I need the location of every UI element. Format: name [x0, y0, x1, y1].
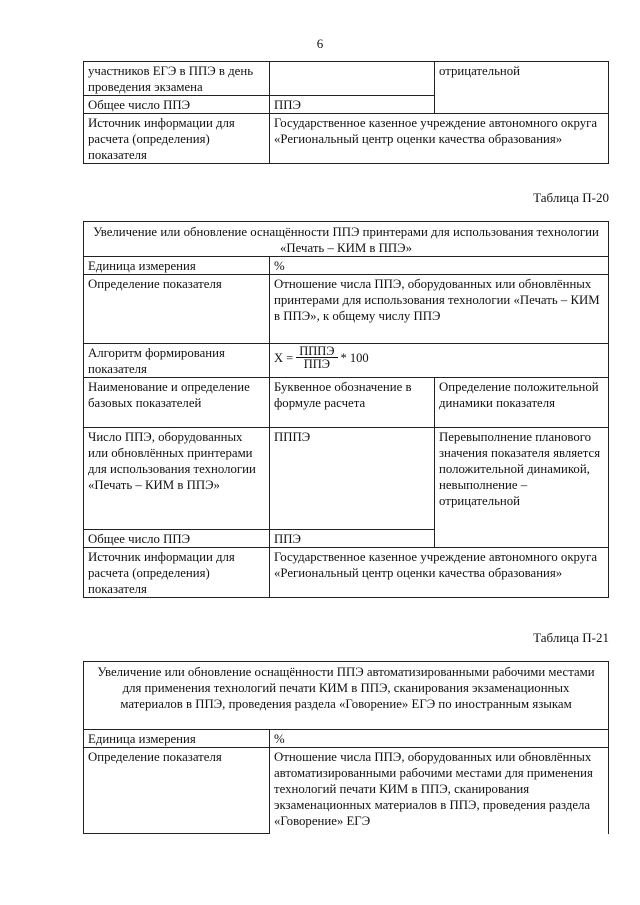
formula-cell — [270, 344, 609, 378]
formula-denominator: ППЭ — [303, 357, 331, 371]
row2-indicator: Общее число ППЭ — [84, 530, 270, 548]
table-caption-p20: Таблица П-20 — [533, 190, 609, 205]
formula-lhs: X = — [274, 350, 294, 365]
base-col2-header: Буквенное обозначение в формуле расчета — [270, 378, 435, 428]
cell-total-ppe-symbol: ППЭ — [270, 96, 435, 114]
table-continuation — [83, 61, 609, 164]
definition-value: Отношение числа ППЭ, оборудованных или обновлённых автоматизированными рабочими местами для применения технологий печати КИМ в ППЭ, сканирования экзаменационных материалов в ППЭ, проведения раздела «Говорение» ЕГЭ — [270, 748, 609, 834]
source-label: Источник информации для расчета (определения) показателя — [84, 548, 270, 598]
cell-source-value: Государственное казенное учреждение автономного округа «Региональный центр оценки качества образования» — [270, 114, 609, 164]
unit-label: Единица измерения — [84, 257, 270, 275]
table-p20 — [83, 221, 609, 598]
base-col3-header: Определение положительной динамики показателя — [435, 378, 609, 428]
row1-indicator: Число ППЭ, оборудованных или обновлённых принтерами для использования технологии «Печать – КИМ в ППЭ» — [84, 428, 270, 530]
base-label: Наименование и определение базовых показателей — [84, 378, 270, 428]
unit-value: % — [270, 257, 609, 275]
formula-rhs: * 100 — [340, 350, 369, 365]
cell-total-ppe-label: Общее число ППЭ — [84, 96, 270, 114]
definition-value: Отношение числа ППЭ, оборудованных или обновлённых принтерами для использования технологии «Печать – КИМ в ППЭ», к общему числу ППЭ — [270, 275, 609, 344]
formula-fraction — [296, 345, 337, 370]
unit-value: % — [270, 730, 609, 748]
unit-label: Единица измерения — [84, 730, 270, 748]
source-value: Государственное казенное учреждение автономного округа «Региональный центр оценки качества образования» — [270, 548, 609, 598]
algorithm-label: Алгоритм формирования показателя — [84, 344, 270, 378]
formula — [274, 345, 604, 370]
definition-label: Определение показателя — [84, 748, 270, 834]
page-number: 6 — [316, 36, 324, 51]
row1-symbol: ПППЭ — [270, 428, 435, 530]
table-p21-header: Увеличение или обновление оснащённости ППЭ автоматизированными рабочими местами для применения технологий печати КИМ в ППЭ, сканирования экзаменационных материалов в ППЭ, проведения раздела «Говорение» ЕГЭ по иностранным языкам — [84, 662, 609, 730]
definition-label: Определение показателя — [84, 275, 270, 344]
formula-numerator: ПППЭ — [296, 345, 337, 358]
cell-source-label: Источник информации для расчета (определения) показателя — [84, 114, 270, 164]
table-caption-p21: Таблица П-21 — [533, 630, 609, 645]
cell-negative: отрицательной — [435, 62, 609, 114]
cell-participants-label: участников ЕГЭ в ППЭ в день проведения экзамена — [84, 62, 270, 96]
cell-empty — [270, 62, 435, 96]
table-p21 — [83, 661, 609, 834]
row1-dynamics: Перевыполнение планового значения показателя является положительной динамикой, невыполнение – отрицательной — [435, 428, 609, 548]
row2-symbol: ППЭ — [270, 530, 435, 548]
table-p20-header: Увеличение или обновление оснащённости ППЭ принтерами для использования технологии «Печать – КИМ в ППЭ» — [84, 222, 609, 257]
